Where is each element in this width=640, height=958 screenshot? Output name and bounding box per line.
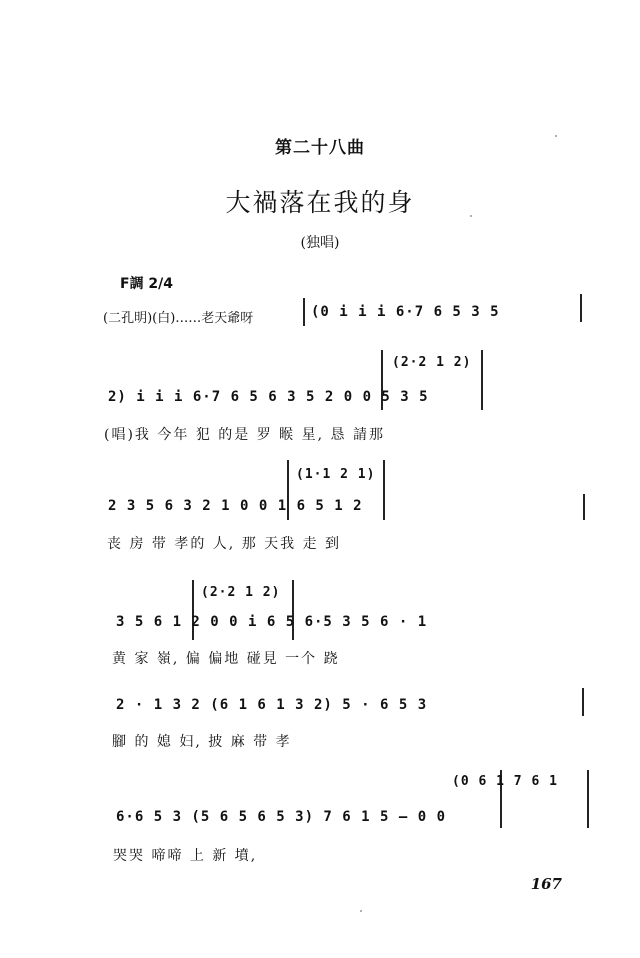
song-subtitle: (独唱) xyxy=(300,235,340,251)
alternate-ending-line-3: (1·1 2 1) xyxy=(296,467,376,482)
alternate-ending-line-6: (0 6 1 7 6 1 xyxy=(452,774,558,789)
barline xyxy=(582,688,584,716)
barline xyxy=(583,494,585,520)
barline xyxy=(481,350,483,410)
barline xyxy=(303,298,305,326)
notation-line-3: 2 3 5 6 3 2 1 0 0 1 6 5 1 2 xyxy=(108,498,363,514)
barline xyxy=(192,580,194,640)
alternate-ending-line-4: (2·2 1 2) xyxy=(201,585,281,600)
notation-line-4: 3 5 6 1 2 0 0 i 6 5 6·5 3 5 6 · 1 xyxy=(116,614,428,630)
scan-speck xyxy=(555,135,557,137)
notation-line-1: (0 i i i 6·7 6 5 3 5 xyxy=(311,304,500,320)
scan-speck xyxy=(360,910,362,912)
lyrics-line-6: 哭哭 啼啼 上 新 墳, xyxy=(113,848,258,864)
barline xyxy=(587,770,589,828)
notation-line-6: 6·6 5 3 (5 6 5 6 5 3) 7 6 1 5 — 0 0 xyxy=(116,809,447,825)
lyrics-line-4: 黄 家 嶺, 偏 偏地 碰見 一个 跷 xyxy=(112,651,340,667)
notation-line-2: 2) i i i 6·7 6 5 6 3 5 2 0 0 5 3 5 xyxy=(108,389,429,405)
song-number: 第二十八曲 xyxy=(275,138,365,158)
lyrics-line-3: 丧 房 带 孝的 人, 那 天我 走 到 xyxy=(107,536,342,552)
barline xyxy=(580,294,582,322)
barline xyxy=(383,460,385,520)
alternate-ending-line-2: (2·2 1 2) xyxy=(392,355,472,370)
song-title: 大禍落在我的身 xyxy=(225,188,415,217)
key-signature: F調 2/4 xyxy=(120,276,174,292)
lyrics-line-2: (唱)我 今年 犯 的是 罗 睺 星, 恳 請那 xyxy=(104,427,385,443)
prelude-text: (二孔明)(白)……老天爺呀 xyxy=(103,311,254,326)
scan-speck xyxy=(470,215,472,217)
notation-line-5: 2 · 1 3 2 (6 1 6 1 3 2) 5 · 6 5 3 xyxy=(116,697,428,713)
barline xyxy=(292,580,294,640)
lyrics-line-5: 腳 的 媳 妇, 披 麻 带 孝 xyxy=(112,734,292,750)
page-number: 167 xyxy=(530,875,562,893)
